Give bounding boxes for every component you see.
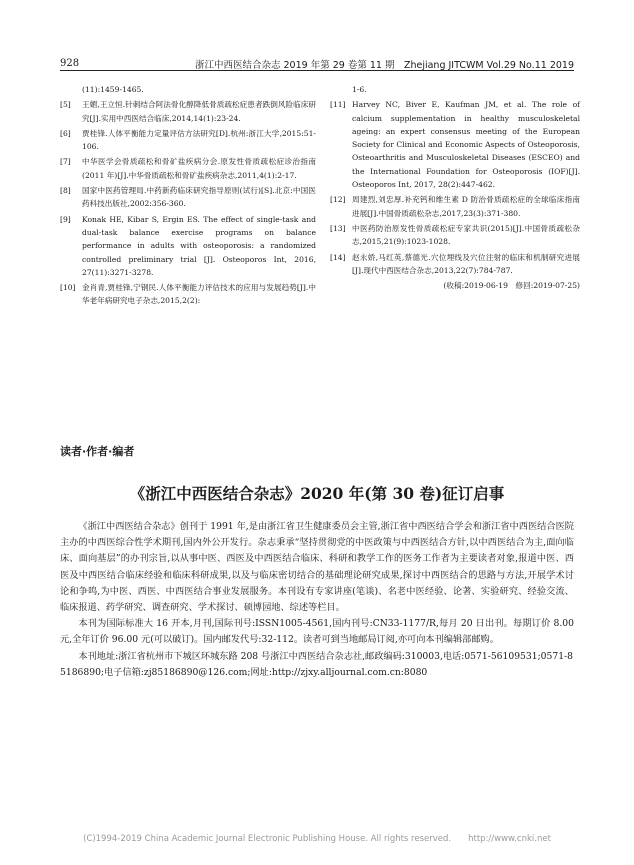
reference-number: [13] [330, 223, 346, 233]
reference-number: [6] [60, 128, 71, 138]
section-label: 读者·作者·编者 [60, 445, 135, 458]
reference-text: Konak HE, Kibar S, Ergin ES. The effect of single-task and dual-task balance exercise programs on balance performance in adults with osteoporosis: a randomized controlled preliminary trial [J]. Osteoporos Int, 2016, 27(11):3271-3278. [82, 214, 316, 277]
reference-number: [11] [330, 100, 346, 110]
notice-body [60, 519, 574, 681]
reference-item [60, 281, 316, 308]
reference-text: 中医药防治原发性骨质疏松症专家共识(2015)[J].中国骨质疏松杂志,2015,21(9):1023-1028. [352, 223, 580, 247]
reference-item [60, 213, 316, 279]
header-rule [60, 70, 574, 71]
reference-text: 周建烈,刘忠厚.补充钙和维生素 D 防治骨质疏松症的全球临床指南进展[J].中国骨质疏松杂志,2017,23(3):371-380. [352, 195, 580, 218]
references-right-column [330, 83, 580, 292]
copyright-footer: (C)1994-2019 China Academic Journal Electronic Publishing House. All rights reserved. http://www.cnki.net [83, 834, 551, 844]
received-revised-dates: (收稿:2019-06-19 修回:2019-07-25) [443, 281, 580, 291]
reference-text: Harvey NC, Biver E, Kaufman JM, et al. The role of calcium supplementation in healthy musculoskeletal ageing: an expert consensus meeting of the European Society for Clinical and Economic Aspects of Osteoporosis, Osteoarthritis and Musculoskeletal Diseases (ESCEO) and the International Foundation for Osteoporosis (IOF)[J]. Osteoporos Int, 2017, 28(2):447-462. [352, 100, 580, 190]
page-number: 928 [60, 58, 80, 69]
reference-text: 中华医学会骨质疏松和骨矿盐疾病分会.原发性骨质疏松症诊治指南(2011 年)[J].中华骨质疏松和骨矿盐疾病杂志,2011,4(1):2-17. [82, 157, 316, 180]
reference-number: [8] [60, 186, 71, 196]
reference-number: [14] [330, 252, 346, 262]
reference-text: 金肖青,贾桂锋,宁钢民.人体平衡能力评估技术的应用与发展趋势[J].中华老年病研究电子杂志,2015,2(2): [82, 283, 316, 306]
reference-number: [7] [60, 157, 71, 167]
references-left-column [60, 83, 316, 310]
reference-item [60, 155, 316, 182]
running-header: 浙江中西医结合杂志 2019 年第 29 卷第 11 期 Zhejiang JITCWM Vol.29 No.11 2019 [194, 60, 574, 71]
reference-item [60, 127, 316, 154]
reference-continuation: 1-6. [352, 85, 367, 94]
reference-number: [5] [60, 100, 71, 110]
reference-number: [12] [330, 195, 346, 205]
reference-number: [10] [60, 283, 76, 293]
reference-number: [9] [60, 214, 71, 224]
reference-item [60, 184, 316, 211]
reference-text: 贾桂锋.人体平衡能力定量评估方法研究[D].杭州:浙江大学,2015:51-106. [82, 128, 316, 152]
reference-number [60, 83, 82, 96]
reference-text: 赵永娇,马红英,蔡德光.穴位埋线及穴位注射的临床和机制研究进展[J].现代中西医结合杂志,2013,22(7):784-787. [352, 252, 580, 275]
reference-text: 王媚,王立恒.针刺结合阿法骨化醇降低骨质疏松症患者跌倒风险临床研究[J].实用中西医结合临床,2014,14(1):23-24. [82, 100, 316, 123]
reference-text: 国家中医药管理局.中药新药临床研究指导原则(试行)[S].北京:中国医药科技出版社,2002:356-360. [82, 186, 316, 209]
reference-item [330, 222, 580, 249]
reference-item [60, 83, 316, 96]
notice-title: 《浙江中西医结合杂志》2020 年(第 30 卷)征订启事 [129, 484, 505, 503]
reference-item [60, 98, 316, 125]
reference-item [330, 193, 580, 220]
reference-item [330, 251, 580, 278]
notice-paragraph: 本刊为国际标准大 16 开本,月刊,国际刊号:ISSN1005-4561,国内刊号:CN33-1177/R,每月 20 日出刊。每期订价 8.00 元,全年订价 96.00 元(可以破订)。国内邮发代号:32-112。读者可到当地邮局订阅,亦可向本刊编辑部邮购。 [60, 618, 574, 646]
notice-address: 本刊地址:浙江省杭州市下城区环城东路 208 号浙江中西医结合杂志社,邮政编码:310003,电话:0571-56109531;0571-85186890;电子信箱:zj85186890@126.com;网址:http://zjxy.alljournal.com.cn:8080 [60, 650, 574, 678]
reference-text: (11):1459-1465. [82, 85, 144, 94]
reference-item [330, 98, 580, 191]
notice-paragraph: 《浙江中西医结合杂志》创刊于 1991 年,是由浙江省卫生健康委员会主管,浙江省中西医结合学会和浙江省中西医结合医院主办的中西医综合性学术期刊,国内外公开发行。杂志秉承“坚持贯彻党的中医政策与中西医结合方针,以中西医结合为主,面向临床、面向基层”的办刊宗旨,以从事中医、西医及中西医结合临床、科研和教学工作的医务工作者为主要读者对象,报道中医、西医及中西医结合临床经验和临床科研成果,以及与临床密切结合的基础理论研究成果,探讨中西医结合的思路与方法,开展学术讨论和争鸣,为中医、西医、中西医结合事业发展服务。本刊设有专家讲座(笔谈)、名老中医经验、论著、实验研究、经验交流、临床报道、药学研究、调查研究、学术探讨、硕博园地、综述等栏目。 [60, 521, 574, 614]
